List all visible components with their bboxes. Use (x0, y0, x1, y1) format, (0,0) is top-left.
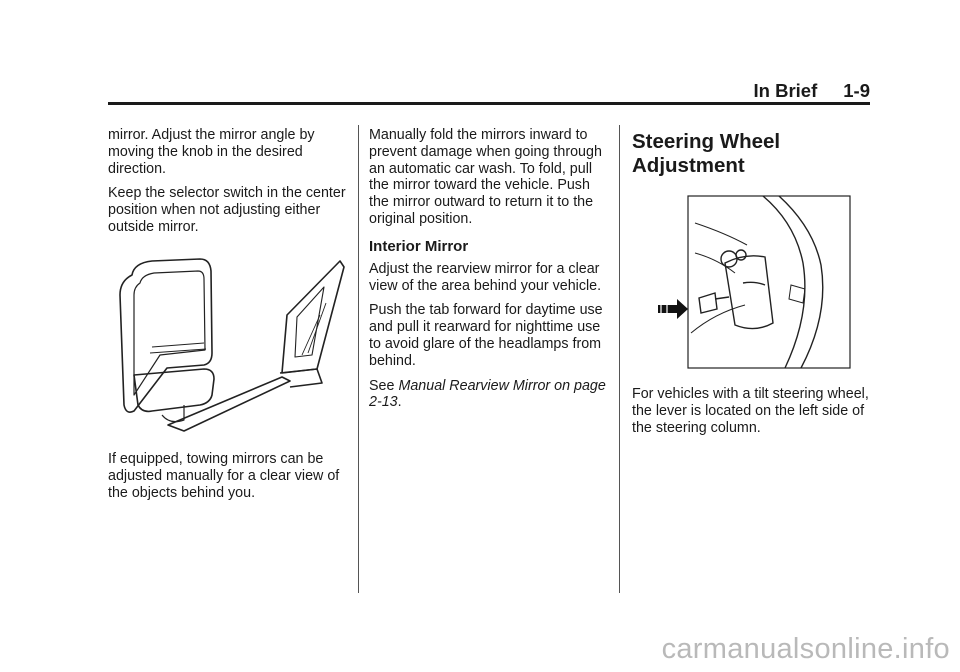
header-rule (108, 102, 870, 105)
page-number: 1-9 (843, 80, 870, 101)
watermark: carmanualsonline.info (661, 633, 950, 665)
paragraph: Manually fold the mirrors inward to prevent damage when going through an automatic car wash. To fold, pull the mirror toward the vehicle. Push the mirror outward to return it to the original position. (369, 127, 602, 227)
towing-mirror-illustration (112, 255, 352, 440)
paragraph: mirror. Adjust the mirror angle by moving the knob in the desired direction. (108, 127, 315, 177)
cross-reference (369, 378, 611, 412)
paragraph: Keep the selector switch in the center position when not adjusting either outside mirror. (108, 185, 346, 235)
running-header (700, 80, 870, 102)
pointer-arrow-icon (658, 299, 688, 319)
paragraph: If equipped, towing mirrors can be adjusted manually for a clear view of the objects behind you. (108, 451, 340, 501)
reference-end: . (397, 394, 402, 411)
reference-link[interactable]: Manual Rearview Mirror on page 2-13 (369, 377, 606, 411)
column-divider-1 (358, 125, 359, 593)
column-3 (632, 130, 872, 178)
column-1-lower (108, 451, 348, 509)
section-heading: Steering Wheel Adjustment (632, 130, 781, 177)
column-2 (369, 127, 611, 419)
column-1 (108, 127, 348, 244)
see-label: See (369, 377, 395, 394)
column-divider-2 (619, 125, 620, 593)
section-title: In Brief (753, 80, 818, 101)
column-3-lower (632, 386, 872, 444)
paragraph: For vehicles with a tilt steering wheel, the lever is located on the left side of the steering column. (632, 386, 869, 436)
paragraph: Adjust the rearview mirror for a clear view of the area behind your vehicle. (369, 260, 602, 294)
paragraph: Push the tab forward for daytime use and pull it rearward for nighttime use to avoid glare of the headlamps from behind. (369, 302, 603, 369)
steering-column-illustration (655, 193, 855, 373)
subsection-heading: Interior Mirror (369, 237, 469, 255)
